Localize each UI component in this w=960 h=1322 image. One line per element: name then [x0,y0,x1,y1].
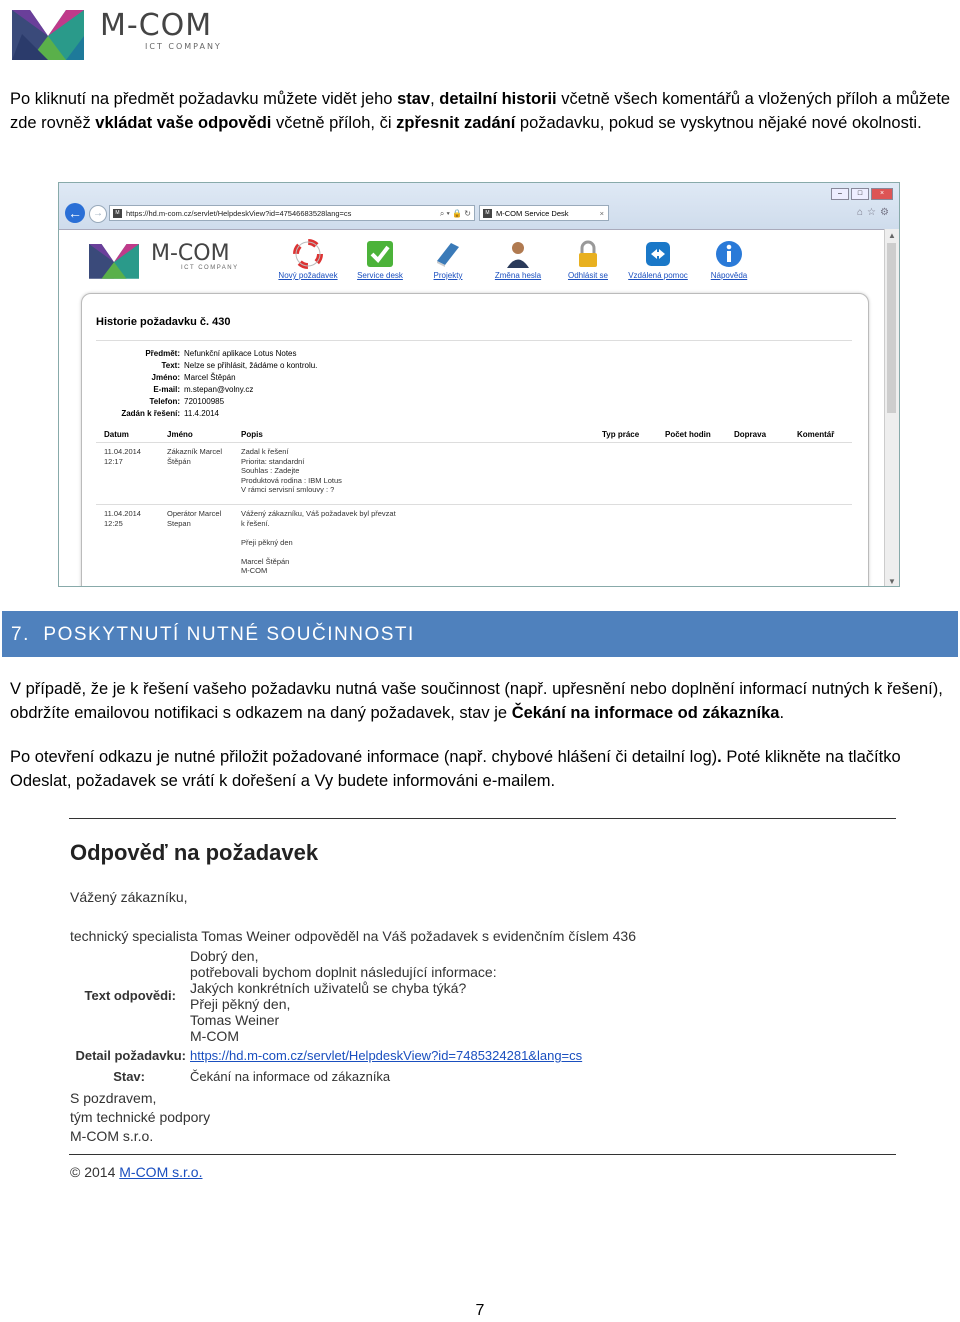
column-header-work-type[interactable]: Typ práce [602,430,640,439]
desc-line: Priorita: standardní [241,456,305,466]
signature-line: M-COM s.r.o. [70,1128,154,1144]
table-row-name [167,447,222,466]
name-text: Operátor Marcel [167,509,222,518]
maximize-icon[interactable]: □ [851,188,869,200]
detail-key: Text: [161,361,180,370]
window-controls [831,188,893,200]
url-text: https://hd.m-com.cz/servlet/HelpdeskView?id=47546683528lang=cs [126,209,352,218]
detail-link[interactable]: https://hd.m-com.cz/servlet/HelpdeskView?id=7485324281&lang=cs [190,1048,583,1063]
column-header-date[interactable]: Datum [104,430,129,439]
page-number: 7 [475,1302,485,1319]
name-text: Zákazník Marcel [167,447,223,456]
intro-paragraph: Po kliknutí na předmět požadavku můžete vidět jeho stav, detailní historii včetně všech komentářů a vložených příloh a můžete zde rovněž vkládat vaše odpovědi včetně příloh, či zpřesnit zadání požadavku, pokud se vyskytnou nějaké nové okolnosti. [10,90,951,132]
date-text: 11.04.2014 [104,509,141,518]
detail-value: 11.4.2014 [184,409,219,418]
email-intro: technický specialista Tomas Weiner odpověděl na Váš požadavek s evidenčním číslem 436 [70,928,637,944]
date-text: 11.04.2014 [104,447,141,456]
forward-arrow-icon[interactable]: → [89,205,107,223]
menu-label: Projekty [433,271,463,280]
answer-line: Přeji pěkný den, [190,996,291,1012]
request-history-panel [81,293,869,587]
browser-screenshot [58,182,900,587]
menu-label: Odhlásit se [567,271,609,280]
detail-row [96,372,317,384]
detail-row [96,384,317,396]
scrollbar[interactable] [884,229,899,587]
lock-icon [573,239,603,269]
m-com-logo-icon [12,6,84,60]
app-logo-subtitle: ICT COMPANY [181,265,239,271]
desc-spacer [241,528,396,538]
email-footer [70,1164,202,1180]
section-header [2,611,958,657]
detail-row [96,408,317,420]
menu-logout[interactable] [565,239,611,280]
desc-line: M-COM [241,566,268,575]
email-signature [70,1090,210,1144]
menu-label: Service desk [357,271,403,280]
email-top-rule [69,818,896,819]
favicon-icon: M [113,209,122,218]
column-header-name[interactable]: Jméno [167,430,193,439]
desc-line: Zadal k řešení [241,447,289,456]
company-link[interactable]: M-COM s.r.o. [119,1164,203,1180]
state-label: Stav: [113,1069,145,1084]
detail-key: Předmět: [145,349,180,358]
section-number: 7. [11,624,30,645]
checkmark-icon [365,239,395,269]
desc-line: Souhlas : Zadejte [241,466,300,475]
address-bar[interactable] [109,205,475,221]
menu-label: Nápověda [710,271,748,280]
teamviewer-icon [643,239,673,269]
divider [96,442,852,443]
body-paragraph-2: Po otevření odkazu je nutné přiložit požadované informace (např. chybové hlášení či detailní log). Poté klikněte na tlačítko Odeslat, požadavek se vrátí k dořešení a Vy budete informováni e-mailem. [10,748,901,790]
app-logo-icon [89,239,139,281]
tab-close-icon[interactable]: × [599,209,604,218]
detail-key: Zadán k řešení: [121,409,180,418]
request-details [96,348,317,420]
detail-row [96,360,317,372]
table-row-description [241,509,396,576]
signature-line: S pozdravem, [70,1090,157,1106]
detail-value: Nefunkční aplikace Lotus Notes [184,349,297,358]
detail-key: Jméno: [151,373,180,382]
email-bottom-rule [69,1154,896,1155]
body-paragraph-1: V případě, že je k řešení vašeho požadavku nutná vaše součinnost (např. upřesnění nebo doplnění informací nutných k řešení), obdržíte emailovou notifikaci s odkazem na daný požadavek, stav je Čekání na informace od zákazníka. [10,680,943,722]
name-text: Stepan [167,518,191,528]
table-row-description [241,447,342,495]
scroll-down-icon[interactable]: ▼ [888,577,896,586]
minimize-icon[interactable]: – [831,188,849,200]
logo-subtitle: ICT COMPANY [145,42,222,51]
menu-label: Vzdálená pomoc [628,271,688,280]
scroll-thumb[interactable] [887,243,896,413]
url-tools-icon[interactable]: ⌕ ▾ 🔒 ↻ [439,209,471,218]
browser-titlebar [59,183,899,230]
home-star-gear-icon[interactable]: ⌂☆⚙ [857,207,893,218]
menu-new-request[interactable] [275,239,341,280]
detail-value: 720100985 [184,397,225,406]
email-title: Odpověď na požadavek [70,840,319,865]
detail-row [96,396,317,408]
answer-line: Jakých konkrétních uživatelů se chyba týká? [190,980,467,996]
signature-line: tým technické podpory [70,1109,211,1125]
close-icon[interactable]: × [871,188,893,200]
menu-remote-help[interactable] [625,239,691,280]
answer-line: Dobrý den, [190,948,259,964]
time-text: 12:25 [104,518,123,528]
detail-value: Marcel Štěpán [184,373,236,382]
answer-line: Tomas Weiner [190,1012,280,1028]
section-title: POSKYTNUTÍ NUTNÉ SOUČINNOSTI [43,624,415,645]
column-header-description[interactable]: Popis [241,430,263,439]
desc-line: Produktová rodina : IBM Lotus [241,475,342,485]
table-row-date [104,509,141,528]
divider [96,340,852,341]
menu-label: Nový požadavek [278,271,338,280]
detail-row [96,348,317,360]
detail-key: Telefon: [149,397,180,406]
menu-change-password[interactable] [491,239,545,280]
book-icon [433,239,463,269]
time-text: 12:17 [104,456,123,466]
menu-label: Změna hesla [494,271,542,280]
copyright-text: © 2014 [70,1164,120,1180]
answer-line: M-COM [190,1028,239,1044]
table-row-date [104,447,141,466]
detail-label: Detail požadavku: [75,1048,186,1063]
info-icon [714,239,744,269]
logo-text: M-COM [100,8,213,43]
back-arrow-icon[interactable]: ← [65,203,85,223]
table-row-name [167,509,221,528]
state-value: Čekání na informace od zákazníka [190,1069,391,1084]
detail-value: Nelze se přihlásit, žádáme o kontrolu. [184,361,318,370]
desc-spacer [241,547,396,557]
email-greeting: Vážený zákazníku, [70,889,188,905]
scroll-up-icon[interactable]: ▲ [888,231,896,240]
name-text: Štěpán [167,456,191,466]
menu-service-desk[interactable] [353,239,407,280]
detail-value: m.stepan@volny.cz [184,385,254,394]
menu-projects[interactable] [427,239,469,280]
panel-title: Historie požadavku č. 430 [96,316,231,328]
answer-text [190,948,497,1044]
tab-favicon-icon: M [483,209,492,218]
desc-line: Přeji pěkný den [241,537,293,547]
column-header-transport[interactable]: Doprava [734,430,767,439]
desc-line: k řešení. [241,518,270,528]
tab-title: M-COM Service Desk [496,209,569,218]
column-header-hours[interactable]: Počet hodin [665,430,711,439]
answer-line: potřebovali bychom doplnit následující informace: [190,964,497,980]
detail-key: E-mail: [153,385,180,394]
desc-line: Vážený zákazníku, Váš požadavek byl převzat [241,509,396,518]
desc-line: Marcel Štěpán [241,556,290,566]
answer-label: Text odpovědi: [84,988,176,1003]
lifebuoy-icon [293,239,323,269]
desc-line: V rámci servisní smlouvy : ? [241,485,335,494]
divider [96,504,852,505]
app-logo-text: M-COM [151,241,230,266]
column-header-comment[interactable]: Komentář [797,430,835,439]
browser-tab[interactable] [479,205,609,221]
user-icon [503,239,533,269]
menu-help[interactable] [707,239,751,280]
